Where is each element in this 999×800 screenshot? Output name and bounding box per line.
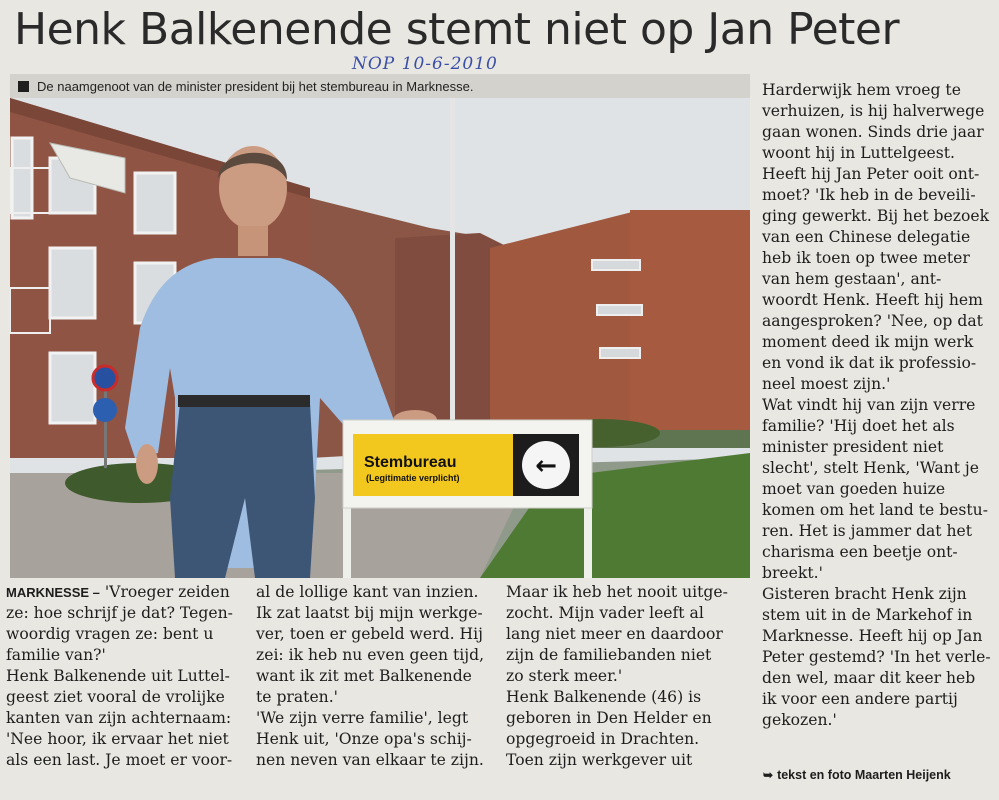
article-line: geboren in Den Helder en	[506, 709, 712, 727]
article-line: heb ik toen op twee meter	[762, 249, 970, 267]
article-line: gekozen.'	[762, 711, 837, 729]
photo-illustration	[10, 98, 750, 578]
article-photo	[10, 98, 750, 578]
article-line: woont hij in Luttelgeest.	[762, 144, 956, 162]
article-line: slecht', stelt Henk, 'Want je	[762, 459, 979, 477]
article-line: ik voor een andere partij	[762, 690, 958, 708]
article-line: woordig vragen ze: bent u	[6, 625, 214, 643]
article-line: 'Nee hoor, ik ervaar het niet	[6, 730, 229, 748]
caption-bullet-icon	[18, 81, 29, 92]
article-line: Henk uit, 'Onze opa's schij-	[256, 730, 472, 748]
sign-arrow-icon: ←	[535, 451, 557, 481]
sign-subtitle: (Legitimatie verplicht)	[366, 473, 460, 483]
article-line: Wat vindt hij van zijn verre	[762, 396, 976, 414]
article-line: opgegroeid in Drachten.	[506, 730, 700, 748]
article-line: MARKNESSE – 'Vroeger zeiden	[6, 583, 230, 601]
article-line: Ik zat laatst bij mijn werkge-	[256, 604, 483, 622]
article-line: ren. Het is jammer dat het	[762, 522, 973, 540]
article-line: Henk Balkenende uit Luttel-	[6, 667, 230, 685]
sign-title: Stembureau	[364, 454, 457, 471]
article-line: kanten van zijn achternaam:	[6, 709, 232, 727]
article-line: 'We zijn verre familie', legt	[256, 709, 469, 727]
article-line: den wel, maar dit keer heb	[762, 669, 976, 687]
article-line: want ik zit met Balkenende	[256, 667, 472, 685]
article-line: ging gewerkt. Bij het bezoek	[762, 207, 990, 225]
photo-caption: De naamgenoot van de minister president bij het stembureau in Marknesse.	[37, 78, 474, 94]
handwritten-date-note: NOP 10-6-2010	[352, 54, 498, 74]
article-line: Heeft hij Jan Peter ooit ont-	[762, 165, 980, 183]
article-line: ver, toen er gebeld werd. Hij	[256, 625, 483, 643]
dateline: MARKNESSE –	[6, 585, 100, 600]
photo-caption-bar	[10, 74, 750, 98]
article-line: Maar ik heb het nooit uitge-	[506, 583, 728, 601]
article-line: familie van?'	[6, 646, 106, 664]
article-line: Harderwijk hem vroeg te	[762, 81, 961, 99]
article-line: komen om het land te bestu-	[762, 501, 988, 519]
article-line: te praten.'	[256, 688, 338, 706]
article-line: minister president niet	[762, 438, 944, 456]
credit-arrow-icon: ➥	[763, 768, 774, 782]
article-line: lang niet meer en daardoor	[506, 625, 723, 643]
article-line: aangesproken? 'Nee, op dat	[762, 312, 983, 330]
article-line: geest ziet vooral de vrolijke	[6, 688, 225, 706]
article-line: nen neven van elkaar te zijn.	[256, 751, 484, 769]
photo-credit	[763, 768, 951, 782]
article-line: breekt.'	[762, 564, 823, 582]
article-line: zijn de familiebanden niet	[506, 646, 712, 664]
article-column-1	[6, 582, 244, 771]
article-column-4	[762, 80, 994, 731]
article-line: Toen zijn werkgever uit	[506, 751, 693, 769]
article-line: neel moest zijn.'	[762, 375, 891, 393]
article-line: als een last. Je moet er voor-	[6, 751, 233, 769]
article-line: van hem gestaan', ant-	[762, 270, 942, 288]
article-line: woordt Henk. Heeft hij hem	[762, 291, 983, 309]
article-line: stem uit in de Markehof in	[762, 606, 973, 624]
article-line: verhuizen, is hij halverwege	[762, 102, 985, 120]
article-line: Henk Balkenende (46) is	[506, 688, 702, 706]
article-column-2	[256, 582, 494, 771]
article-line: al de lollige kant van inzien.	[256, 583, 479, 601]
article-line: Peter gestemd? 'In het verle-	[762, 648, 991, 666]
article-line: en vond ik dat ik professio-	[762, 354, 977, 372]
article-line: zocht. Mijn vader leeft al	[506, 604, 704, 622]
article-line: Marknesse. Heeft hij op Jan	[762, 627, 983, 645]
article-line: zo sterk meer.'	[506, 667, 623, 685]
article-line: gaan wonen. Sinds drie jaar	[762, 123, 984, 141]
article-line: Gisteren bracht Henk zijn	[762, 585, 967, 603]
article-line: moment deed ik mijn werk	[762, 333, 974, 351]
article-line: van een Chinese delegatie	[762, 228, 971, 246]
article-line: moet? 'Ik heb in de beveili-	[762, 186, 976, 204]
article-line: ze: hoe schrijf je dat? Tegen-	[6, 604, 233, 622]
article-line: zei: ik heb nu even geen tijd,	[256, 646, 485, 664]
credit-text: tekst en foto Maarten Heijenk	[777, 768, 951, 782]
article-line: moet van goeden huize	[762, 480, 946, 498]
article-line: charisma een beetje ont-	[762, 543, 958, 561]
article-line: familie? 'Hij doet het als	[762, 417, 955, 435]
headline: Henk Balkenende stemt niet op Jan Peter	[14, 4, 900, 55]
article-column-3	[506, 582, 744, 771]
